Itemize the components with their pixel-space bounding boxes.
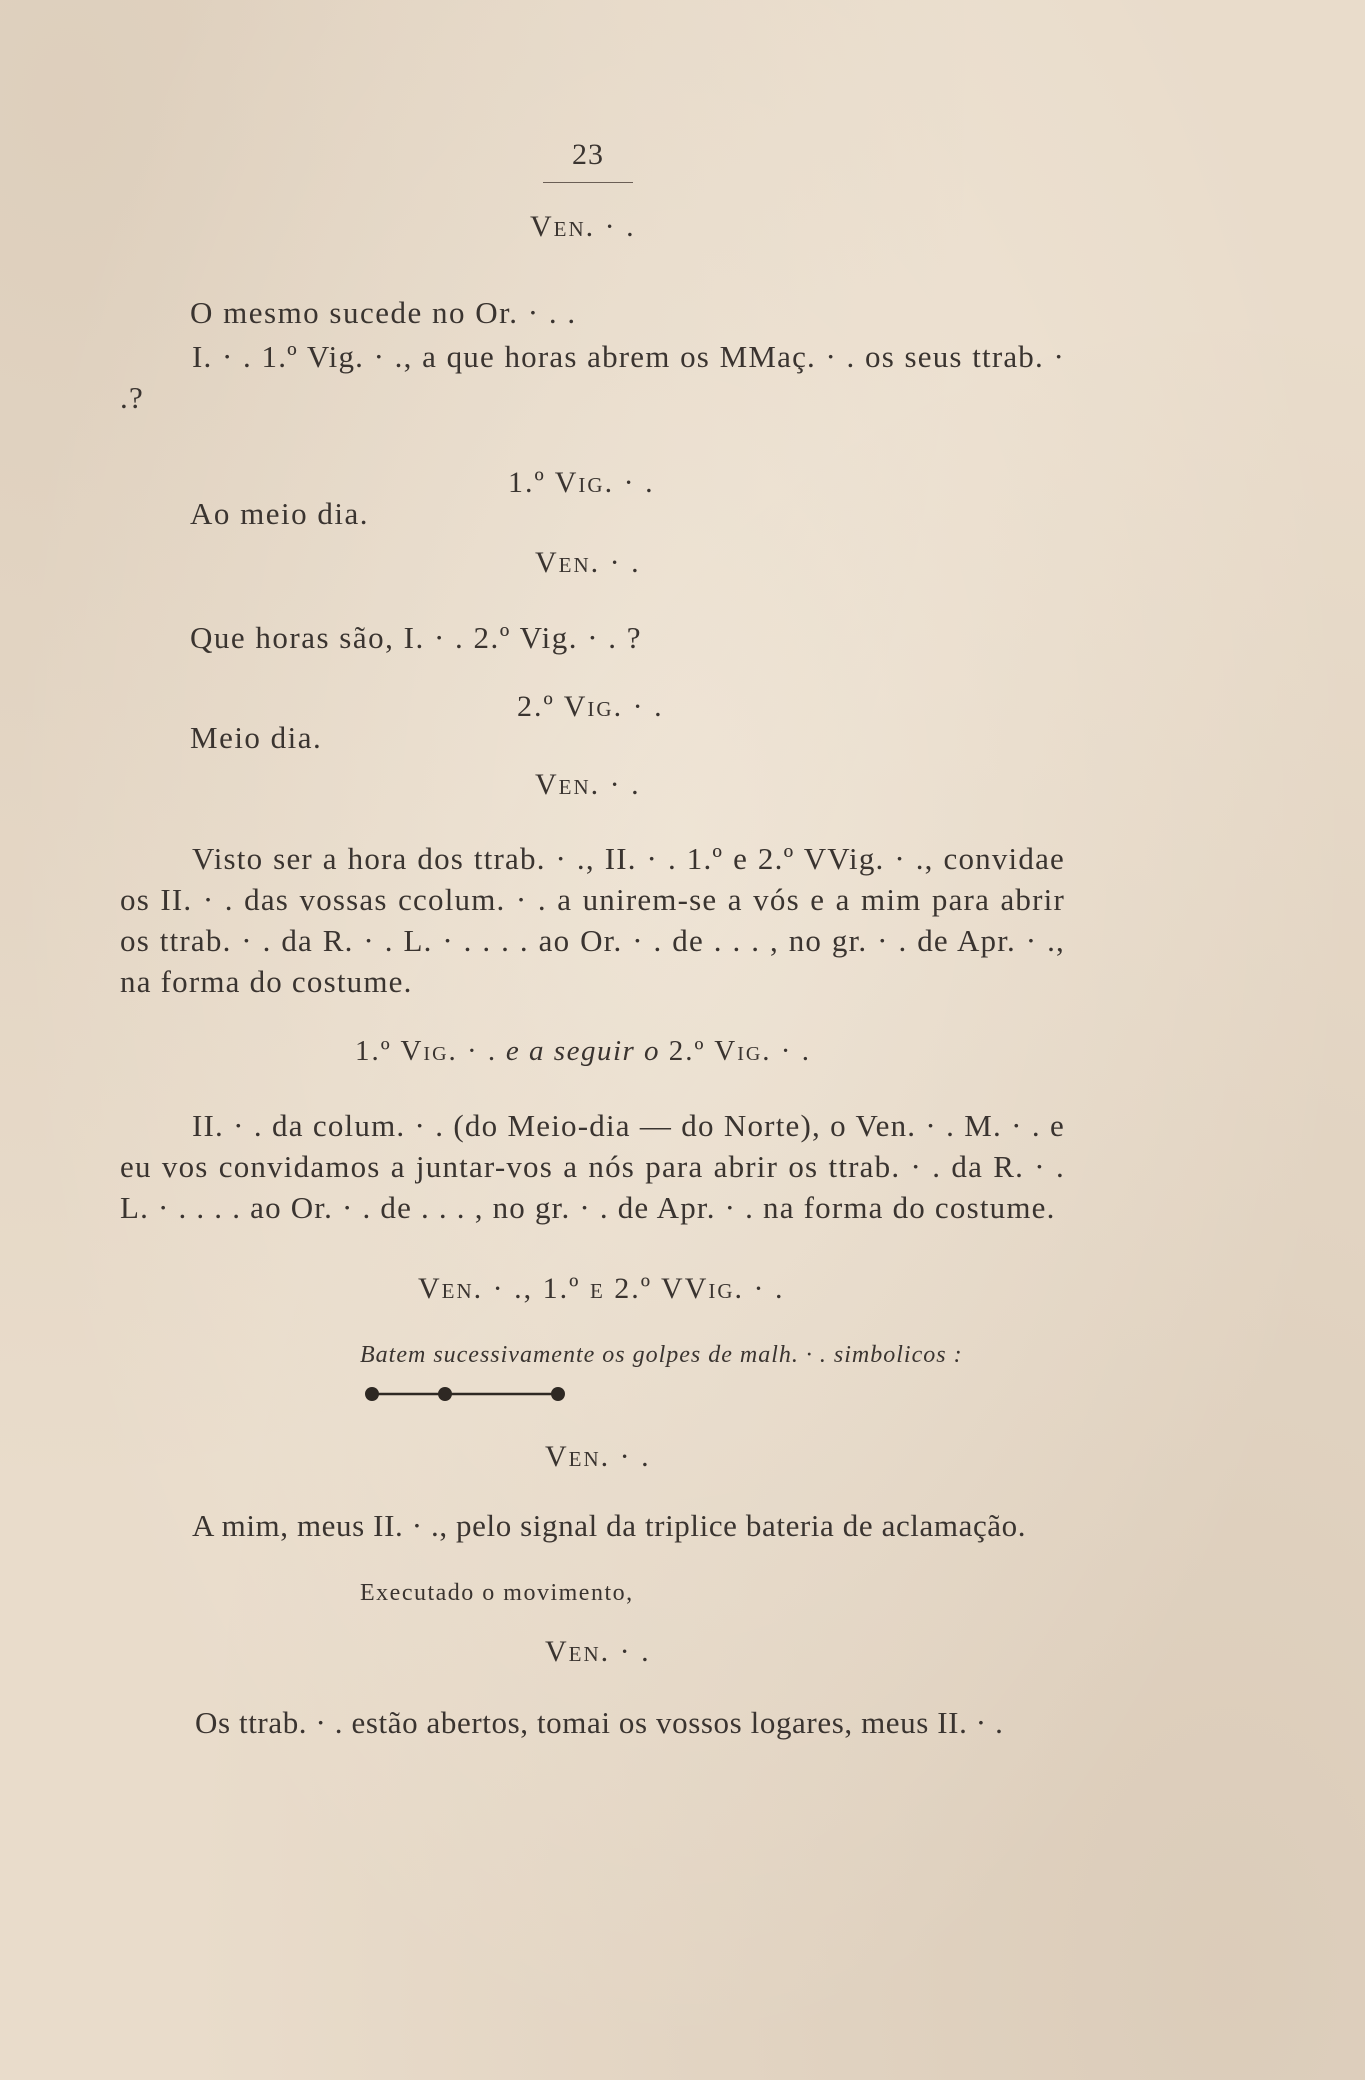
speaker-venerable: Ven. · . bbox=[535, 768, 641, 801]
speaker-wardens-line bbox=[355, 1035, 811, 1068]
paragraph bbox=[120, 1105, 1065, 1228]
stage-direction: Executado o movimento, bbox=[360, 1580, 634, 1606]
paragraph-text: I. · . 1.º Vig. · ., a que horas abrem os MMaç. · . os seus ttrab. · .? bbox=[120, 339, 1065, 415]
page-number-rule bbox=[543, 182, 633, 183]
speaker-venerable: Ven. · . bbox=[545, 1440, 651, 1473]
speaker-venerable: Ven. · . bbox=[545, 1635, 651, 1668]
text-line: Meio dia. bbox=[190, 720, 323, 755]
speaker-first-warden: 1.º Vig. · . bbox=[355, 1035, 498, 1067]
text-line: Que horas são, I. · . 2.º Vig. · . ? bbox=[190, 620, 643, 655]
speaker-venerable: Ven. · . bbox=[530, 210, 636, 243]
speaker-second-warden: 2.º Vig. · . bbox=[668, 1035, 811, 1067]
mallet-stroke-dot bbox=[365, 1387, 379, 1401]
stage-direction: Batem sucessivamente os golpes de malh. · . simbolicos : bbox=[360, 1342, 963, 1368]
mallet-strokes-symbol bbox=[360, 1380, 580, 1420]
paragraph bbox=[120, 336, 1065, 418]
mallet-stroke-dot bbox=[438, 1387, 452, 1401]
mallet-stroke-dot bbox=[551, 1387, 565, 1401]
paragraph bbox=[120, 838, 1065, 1002]
speaker-first-warden: 1.º Vig. · . bbox=[508, 466, 655, 499]
speaker-venerable: Ven. · . bbox=[535, 546, 641, 579]
text-line: Ao meio dia. bbox=[190, 496, 369, 531]
paragraph-text: II. · . da colum. · . (do Meio-dia — do Norte), o Ven. · . M. · . e eu vos convidamos a juntar-vos a nós para abrir os ttrab. · . da R. · . L. · . . . . ao Or. · . de . . . , no gr. · . de Apr. · . na forma do costume. bbox=[120, 1108, 1065, 1225]
stage-direction: e a seguir o bbox=[497, 1035, 669, 1067]
speaker-second-warden: 2.º Vig. · . bbox=[517, 690, 664, 723]
speaker-venerable-and-wardens: Ven. · ., 1.º e 2.º VVig. · . bbox=[418, 1272, 785, 1305]
page-number: 23 bbox=[572, 138, 604, 171]
text-line: A mim, meus II. · ., pelo signal da triplice bateria de aclamação. bbox=[192, 1508, 1027, 1543]
text-line: O mesmo sucede no Or. · . . bbox=[190, 295, 577, 330]
paragraph-text: Visto ser a hora dos ttrab. · ., II. · . 1.º e 2.º VVig. · ., convidae os II. · . das vossas ccolum. · . a unirem-se a vós e a mim para abrir os ttrab. · . da R. · . L. · . . . . ao Or. · . de . . . , no gr. · . de Apr. · ., na forma do costume. bbox=[120, 841, 1065, 999]
text-line: Os ttrab. · . estão abertos, tomai os vossos logares, meus II. · . bbox=[195, 1705, 1004, 1740]
